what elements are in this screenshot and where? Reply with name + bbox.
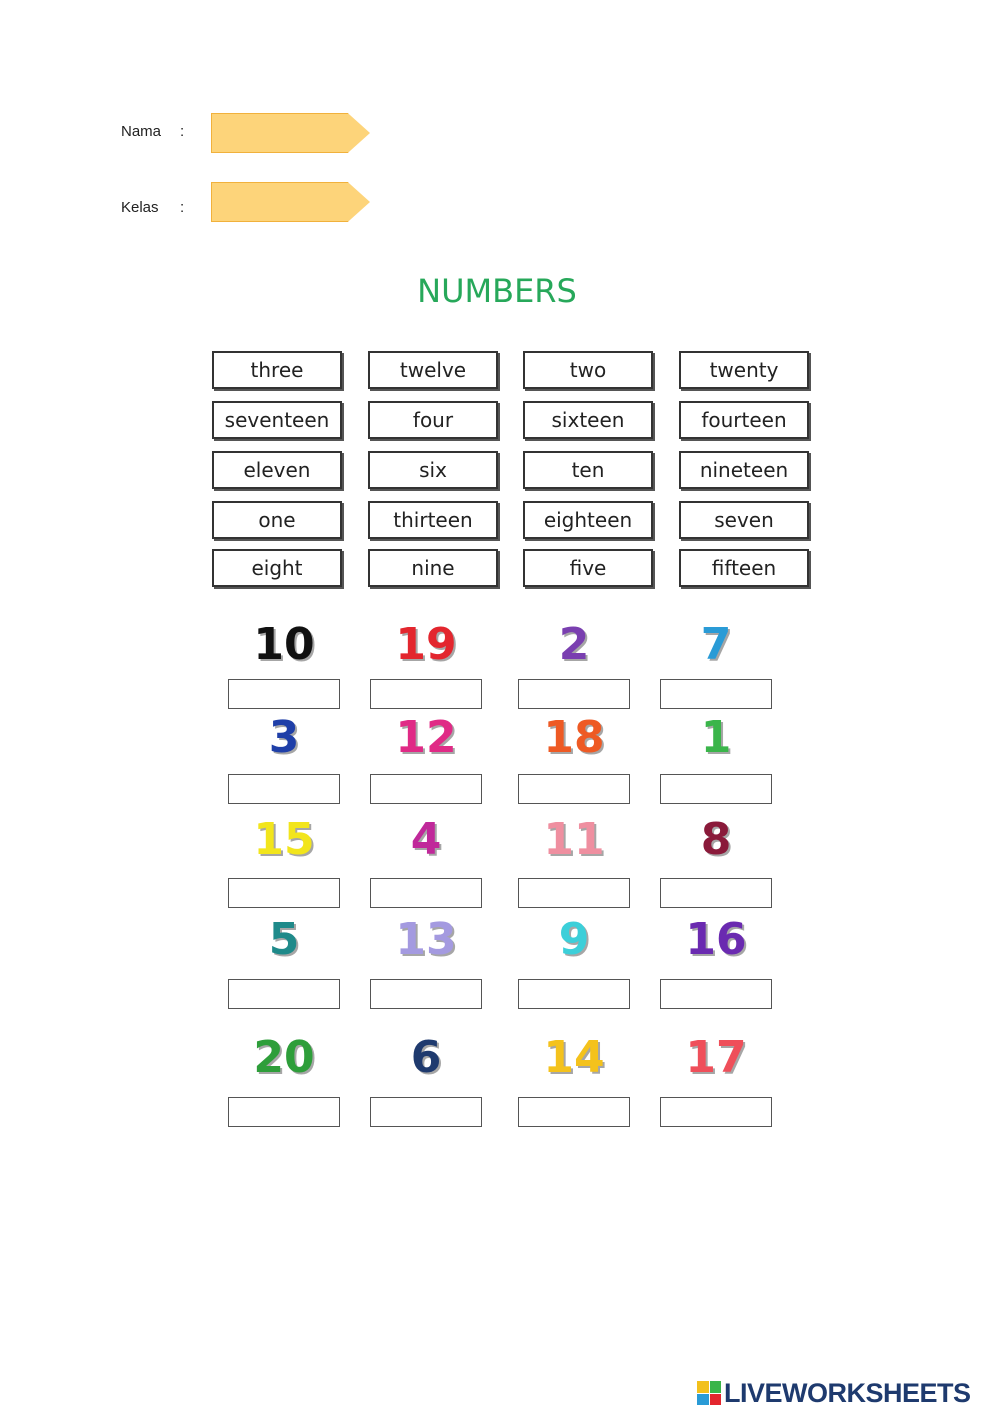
brand-logo-icon bbox=[697, 1381, 721, 1405]
word-tile[interactable]: four bbox=[368, 401, 498, 439]
word-tile[interactable]: five bbox=[523, 549, 653, 587]
answer-box[interactable] bbox=[228, 1097, 340, 1127]
number-figure: 4 bbox=[410, 814, 442, 865]
class-input[interactable] bbox=[211, 182, 370, 222]
answer-box[interactable] bbox=[370, 774, 482, 804]
number-figure: 7 bbox=[700, 619, 732, 670]
number-figure: 12 bbox=[395, 712, 457, 763]
number-figure: 10 bbox=[253, 619, 315, 670]
number-figure: 6 bbox=[410, 1032, 442, 1083]
word-tile[interactable]: seven bbox=[679, 501, 809, 539]
answer-box[interactable] bbox=[660, 878, 772, 908]
number-figure: 2 bbox=[558, 619, 590, 670]
name-input[interactable] bbox=[211, 113, 370, 153]
class-colon: : bbox=[180, 199, 185, 216]
word-tile[interactable]: seventeen bbox=[212, 401, 342, 439]
word-tile[interactable]: nine bbox=[368, 549, 498, 587]
word-tile[interactable]: twelve bbox=[368, 351, 498, 389]
word-tile[interactable]: eight bbox=[212, 549, 342, 587]
number-figure: 16 bbox=[685, 914, 747, 965]
number-figure: 11 bbox=[543, 814, 605, 865]
word-tile[interactable]: fourteen bbox=[679, 401, 809, 439]
answer-box[interactable] bbox=[370, 878, 482, 908]
answer-box[interactable] bbox=[660, 679, 772, 709]
word-tile[interactable]: sixteen bbox=[523, 401, 653, 439]
number-figure: 14 bbox=[543, 1032, 605, 1083]
answer-box[interactable] bbox=[228, 774, 340, 804]
word-tile[interactable]: six bbox=[368, 451, 498, 489]
number-figure: 9 bbox=[558, 914, 590, 965]
answer-box[interactable] bbox=[370, 979, 482, 1009]
word-tile[interactable]: eighteen bbox=[523, 501, 653, 539]
answer-box[interactable] bbox=[518, 1097, 630, 1127]
page-title: NUMBERS bbox=[417, 272, 577, 310]
answer-box[interactable] bbox=[660, 979, 772, 1009]
number-figure: 20 bbox=[253, 1032, 315, 1083]
word-tile[interactable]: eleven bbox=[212, 451, 342, 489]
answer-box[interactable] bbox=[518, 979, 630, 1009]
number-figure: 18 bbox=[543, 712, 605, 763]
name-colon: : bbox=[180, 123, 185, 140]
number-figure: 1 bbox=[700, 712, 732, 763]
number-figure: 17 bbox=[685, 1032, 747, 1083]
answer-box[interactable] bbox=[518, 774, 630, 804]
word-tile[interactable]: twenty bbox=[679, 351, 809, 389]
number-figure: 5 bbox=[268, 914, 300, 965]
brand-logo-block bbox=[697, 1378, 971, 1408]
word-tile[interactable]: three bbox=[212, 351, 342, 389]
answer-box[interactable] bbox=[370, 679, 482, 709]
class-label: Kelas bbox=[121, 199, 159, 216]
number-figure: 3 bbox=[268, 712, 300, 763]
answer-box[interactable] bbox=[370, 1097, 482, 1127]
number-figure: 15 bbox=[253, 814, 315, 865]
answer-box[interactable] bbox=[660, 1097, 772, 1127]
word-tile[interactable]: two bbox=[523, 351, 653, 389]
answer-box[interactable] bbox=[660, 774, 772, 804]
word-tile[interactable]: thirteen bbox=[368, 501, 498, 539]
word-tile[interactable]: nineteen bbox=[679, 451, 809, 489]
word-tile[interactable]: ten bbox=[523, 451, 653, 489]
number-figure: 13 bbox=[395, 914, 457, 965]
brand-name: LIVEWORKSHEETS bbox=[724, 1378, 971, 1408]
number-figure: 19 bbox=[395, 619, 457, 670]
word-tile[interactable]: one bbox=[212, 501, 342, 539]
answer-box[interactable] bbox=[518, 878, 630, 908]
name-label: Nama bbox=[121, 123, 162, 140]
answer-box[interactable] bbox=[228, 679, 340, 709]
answer-box[interactable] bbox=[228, 979, 340, 1009]
number-figure: 8 bbox=[700, 814, 732, 865]
answer-box[interactable] bbox=[518, 679, 630, 709]
word-tile[interactable]: fifteen bbox=[679, 549, 809, 587]
answer-box[interactable] bbox=[228, 878, 340, 908]
